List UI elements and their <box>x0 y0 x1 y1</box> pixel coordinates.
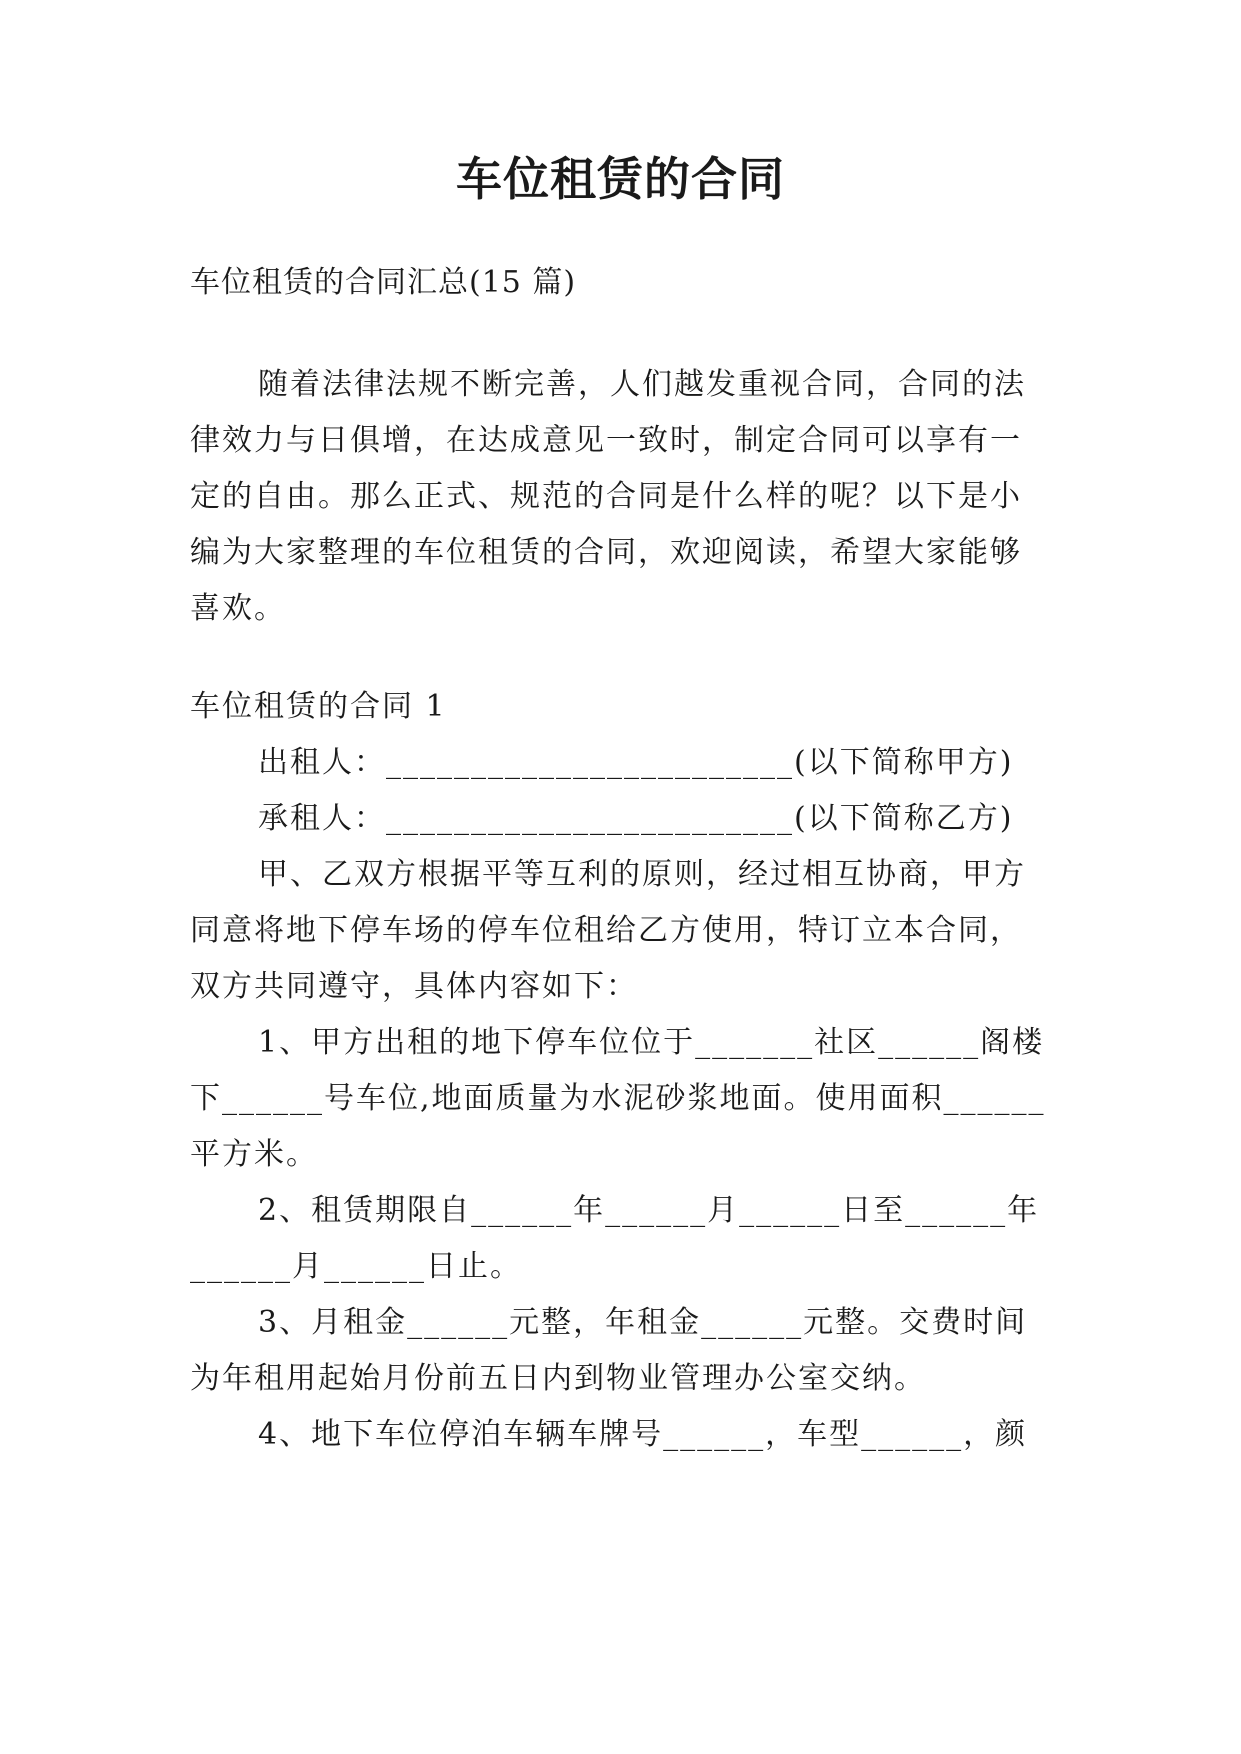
preamble-line: 同意将地下停车场的停车位租给乙方使用，特订立本合同， <box>190 913 1022 948</box>
preamble-line: 双方共同遵守，具体内容如下： <box>190 969 638 1004</box>
intro-line: 编为大家整理的车位租赁的合同，欢迎阅读，希望大家能够 <box>190 535 1022 570</box>
document-subtitle: 车位租赁的合同汇总(15 篇) <box>190 265 577 300</box>
clause-1-line: 下______号车位,地面质量为水泥砂浆地面。使用面积______ <box>190 1081 1046 1116</box>
intro-line: 定的自由。那么正式、规范的合同是什么样的呢？以下是小 <box>190 479 1022 514</box>
clause-1-line: 平方米。 <box>190 1137 318 1172</box>
intro-line: 随着法律法规不断完善，人们越发重视合同，合同的法 <box>258 367 1026 402</box>
lessee-line: 承租人：________________________(以下简称乙方) <box>258 801 1014 836</box>
intro-line: 律效力与日俱增，在达成意见一致时，制定合同可以享有一 <box>190 423 1022 458</box>
clause-2-line: 2、租赁期限自______年______月______日至______年 <box>258 1193 1040 1228</box>
intro-line: 喜欢。 <box>190 591 286 626</box>
clause-4-line: 4、地下车位停泊车辆车牌号______，车型______，颜 <box>258 1417 1028 1452</box>
lessor-line: 出租人：________________________(以下简称甲方) <box>258 745 1014 780</box>
section-heading: 车位租赁的合同 1 <box>190 689 447 724</box>
clause-3-line: 为年租用起始月份前五日内到物业管理办公室交纳。 <box>190 1361 926 1396</box>
document-title: 车位租赁的合同 <box>456 152 785 206</box>
clause-3-line: 3、月租金______元整，年租金______元整。交费时间 <box>258 1305 1028 1340</box>
preamble-line: 甲、乙双方根据平等互利的原则，经过相互协商，甲方 <box>258 857 1026 892</box>
clause-1-line: 1、甲方出租的地下停车位位于_______社区______阁楼 <box>258 1025 1045 1060</box>
clause-2-line: ______月______日止。 <box>190 1249 522 1284</box>
